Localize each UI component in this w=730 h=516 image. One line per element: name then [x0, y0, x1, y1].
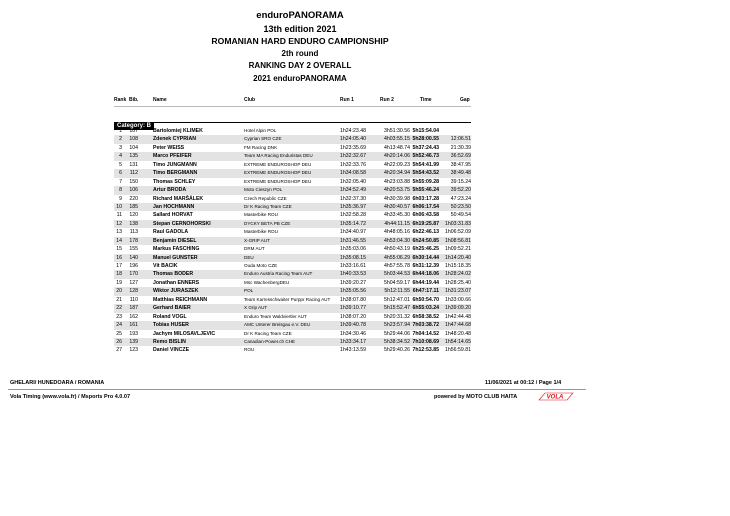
cell-time: 6h31:12.39	[412, 263, 439, 269]
cell-name: Thomas SCHLEY	[153, 178, 196, 185]
cell-time: 5h55:46.24	[412, 187, 439, 194]
cell-run2: 4h30:39.98	[384, 195, 410, 202]
cell-run2: 4h57:55.78	[384, 263, 410, 269]
cell-bib: 106	[129, 187, 138, 194]
cell-gap: 1h08:56.81	[445, 237, 471, 244]
table-row	[114, 338, 471, 346]
cell-rank: 16	[116, 254, 122, 261]
cell-rank: 5	[119, 161, 122, 168]
cell-rank: 22	[116, 305, 122, 312]
cell-run1: 1h35:36.97	[340, 203, 366, 210]
cell-bib: 108	[129, 136, 138, 143]
col-bib-header: Bib.	[129, 97, 139, 103]
cell-run2: 4h20:53.75	[384, 187, 410, 194]
cell-club: EXTREME ENDUROSHOP DEU	[244, 178, 312, 184]
cell-bib: 107	[129, 128, 138, 134]
table-row	[114, 321, 471, 329]
cell-bib: 131	[129, 161, 138, 168]
cell-name: Marco PFEIFER	[153, 153, 192, 160]
cell-time: 7h12:53.85	[412, 347, 439, 354]
cell-run2: 4h13:48.74	[384, 144, 410, 151]
cell-rank: 12	[116, 220, 122, 227]
col-run2-header: Run 2	[380, 97, 394, 103]
championship-line: ROMANIAN HARD ENDURO CAMPIONSHIP	[211, 36, 389, 46]
cell-run1: 1h40:33.53	[340, 271, 366, 278]
table-row	[114, 330, 471, 338]
cell-run1: 1h32:37.30	[340, 195, 366, 202]
cell-run2: 5h12:47.01	[384, 296, 410, 303]
cell-run2: 4h22:09.23	[384, 161, 410, 168]
category-banner	[114, 114, 471, 129]
cell-time: 6h22:46.13	[412, 229, 439, 236]
results-table	[114, 127, 471, 355]
cell-name: Richard MARŠÁLEK	[153, 195, 204, 202]
cell-bib: 139	[129, 338, 138, 345]
cell-gap: 21:30.39	[450, 144, 471, 151]
cell-time: 6h47:17.11	[412, 288, 439, 295]
cell-time: 7h04:14.52	[412, 330, 439, 337]
cell-run1: 1h34:30.46	[340, 330, 366, 337]
cell-run1: 1h32:58.28	[340, 212, 366, 219]
cell-rank: 2	[119, 136, 122, 143]
cell-gap: 1h28:25.40	[445, 279, 471, 286]
cell-name: Jonathan ENNERS	[153, 279, 200, 286]
table-row	[114, 245, 471, 253]
cell-run1: 1h32:05.40	[340, 178, 366, 185]
cell-name: Artur BRODA	[153, 187, 187, 194]
cell-name: Daniel VINCZE	[153, 347, 190, 354]
footer-software: Vola Timing (www.vola.fr) / Msports Pro 4.0.07	[10, 394, 131, 400]
vola-logo-text: VOLA	[546, 394, 564, 401]
table-header	[114, 97, 471, 106]
cell-gap: 50:23.50	[450, 203, 471, 210]
cell-time: 6h06:17.54	[412, 203, 439, 210]
cell-name: Gerhard BAIER	[153, 305, 191, 312]
cell-gap: 39:15.24	[450, 178, 471, 185]
table-row	[114, 195, 471, 203]
cell-run1: 1h34:08.58	[340, 170, 366, 177]
cell-gap: 1h33:00.66	[445, 296, 471, 303]
cell-time: 5h52:46.73	[412, 153, 439, 160]
table-row	[114, 211, 471, 219]
table-row	[114, 254, 471, 262]
footer-date-page: 11/06/2021 at 00:12 / Page 1/4	[485, 380, 562, 386]
cell-name: Zdenek CYPRIAN	[153, 136, 196, 143]
table-row	[114, 304, 471, 312]
cell-run1: 1h39:40.78	[340, 322, 366, 329]
cell-rank: 1	[119, 128, 122, 134]
footer-powered-by: powered by MOTO CLUB HAITA	[434, 394, 518, 400]
header-divider	[114, 106, 471, 107]
table-row	[114, 228, 471, 236]
cell-bib: 187	[129, 305, 138, 312]
cell-club: AMC Unterer Breisgau e.V. DEU	[244, 322, 311, 328]
cell-rank: 17	[116, 263, 122, 269]
cell-time: 5h54:43.52	[412, 170, 439, 177]
cell-name: Matthias REICHMANN	[153, 296, 208, 303]
cell-run1: 1h24:05.40	[340, 136, 366, 143]
cell-club: Dr K Racing Team CZE	[244, 330, 292, 336]
footer-divider	[8, 389, 586, 390]
cell-run2: 5h03:44.53	[384, 271, 410, 278]
cell-run2: 5h29:40.26	[384, 347, 410, 354]
cell-name: Bartolomiej KLIMEK	[153, 128, 203, 134]
cell-time: 6h44:18.06	[412, 271, 439, 278]
table-row	[114, 135, 471, 143]
table-row	[114, 152, 471, 160]
cell-club: Masterbike ROU	[244, 229, 278, 235]
cell-run1: 1h38:07.80	[340, 296, 366, 303]
cell-gap: 1h15:18.35	[445, 263, 471, 269]
table-row	[114, 346, 471, 354]
cell-bib: 140	[129, 254, 138, 261]
cell-run2: 5h20:31.32	[384, 313, 410, 320]
cell-run1: 1h35:14.72	[340, 220, 366, 227]
edition-line: 13th edition 2021	[263, 23, 337, 34]
col-time-header: Time	[420, 97, 432, 103]
cell-club: Msc WachenbergDEU	[244, 279, 290, 285]
cell-gap: 1h47:44.68	[445, 322, 471, 329]
cell-run2: 4h23:03.88	[384, 178, 410, 185]
cell-bib: 127	[129, 279, 138, 286]
cell-time: 6h44:19.44	[412, 279, 439, 286]
cell-bib: 185	[129, 203, 138, 210]
cell-gap: 1h06:52.09	[445, 229, 471, 236]
cell-bib: 138	[129, 220, 138, 227]
table-row	[114, 127, 471, 135]
cell-rank: 20	[116, 288, 122, 295]
event-line: 2021 enduroPANORAMA	[253, 73, 347, 83]
cell-rank: 24	[116, 322, 122, 329]
cell-bib: 104	[129, 144, 138, 151]
cell-bib: 135	[129, 153, 138, 160]
round-line: 2th round	[281, 48, 319, 58]
cell-club: Canadian-Power.ch CHE	[244, 338, 296, 344]
cell-gap: 1h42:44.48	[445, 313, 471, 320]
cell-club: X Grip AUT	[244, 305, 268, 311]
table-row	[114, 186, 471, 194]
cell-time: 6h58:38.52	[412, 313, 439, 320]
cell-name: Stepan CERNOHORSKI	[153, 220, 211, 227]
cell-bib: 178	[129, 237, 138, 244]
cell-rank: 19	[116, 279, 122, 286]
category-label: Category: B	[114, 122, 154, 130]
cell-bib: 123	[129, 347, 138, 354]
cell-run1: 1h39:10.77	[340, 305, 366, 312]
table-row	[114, 296, 471, 304]
cell-run2: 3h51:30.56	[384, 128, 410, 134]
cell-run2: 5h15:52.47	[384, 305, 410, 312]
cell-club: X-GRIP AUT	[244, 237, 270, 243]
ranking-line: RANKING DAY 2 OVERALL	[248, 61, 352, 70]
cell-bib: 193	[129, 330, 138, 337]
vola-logo-icon	[538, 392, 574, 401]
cell-rank: 27	[116, 347, 122, 354]
table-row	[114, 237, 471, 245]
cell-run1: 1h34:52.49	[340, 187, 366, 194]
cell-club: Masterbike ROU	[244, 212, 278, 218]
cell-run1: 1h32:32.67	[340, 153, 366, 160]
cell-gap: 38:49.48	[450, 170, 471, 177]
col-club-header: Club	[244, 97, 256, 103]
cell-bib: 162	[129, 313, 138, 320]
cell-time: 5h54:41.99	[412, 161, 439, 168]
cell-club: Ouda Moto CZE	[244, 263, 278, 268]
cell-name: Roland VOGL	[153, 313, 187, 320]
cell-gap: 39:52.20	[450, 187, 471, 194]
cell-club: EXTREME ENDUROSHOP DEU	[244, 161, 312, 167]
cell-gap: 50:49.54	[450, 212, 471, 219]
cell-club: Czech Republic CZE	[244, 195, 287, 201]
cell-rank: 13	[116, 229, 122, 236]
cell-name: Remo BISLIN	[153, 338, 186, 345]
col-rank-header: Rank	[114, 97, 127, 103]
cell-bib: 110	[129, 296, 138, 303]
cell-name: Jan HOCHMANN	[153, 203, 195, 210]
cell-club: Moto Cieszyn POL	[244, 187, 283, 193]
cell-name: Wiktor JURASZEK	[153, 288, 199, 295]
cell-run2: 5h23:57.94	[384, 322, 410, 329]
cell-time: 6h19:25.87	[412, 220, 439, 227]
cell-rank: 3	[119, 144, 122, 151]
cell-rank: 6	[119, 170, 122, 177]
cell-rank: 4	[119, 153, 122, 160]
table-row	[114, 270, 471, 278]
cell-bib: 150	[129, 178, 138, 185]
cell-rank: 25	[116, 330, 122, 337]
cell-rank: 11	[116, 212, 122, 219]
cell-bib: 113	[129, 229, 138, 236]
cell-bib: 170	[129, 271, 138, 278]
table-row	[114, 203, 471, 211]
cell-gap: 1h54:14.65	[445, 338, 471, 345]
cell-gap: 1h48:20.48	[445, 330, 471, 337]
cell-time: 5h28:00.55	[412, 136, 439, 143]
cell-gap: 1h14:20.40	[445, 254, 471, 261]
cell-run2: 4h33:45.30	[384, 212, 410, 219]
cell-run2: 4h20:34.94	[384, 170, 410, 177]
cell-run1: 1h33:16.61	[340, 263, 366, 269]
cell-time: 7h03:38.72	[412, 322, 439, 329]
cell-club: Team Karresschwaiter Purppr Racing AUT	[244, 296, 331, 302]
cell-name: Benjamin DIESEL	[153, 237, 197, 244]
cell-time: 5h37:24.43	[412, 144, 439, 151]
table-row	[114, 169, 471, 177]
cell-gap: 38:47.95	[450, 161, 471, 168]
cell-bib: 220	[129, 195, 138, 202]
cell-run2: 5h38:34.52	[384, 338, 410, 345]
cell-gap: 1h39:09.20	[445, 305, 471, 312]
cell-run2: 4h53:04.30	[384, 237, 410, 244]
cell-name: Sallard HORVAT	[153, 212, 193, 219]
cell-rank: 23	[116, 313, 122, 320]
cell-bib: 112	[129, 170, 138, 177]
cell-run2: 5h04:59.17	[384, 279, 410, 286]
cell-name: Manuel GUNSTER	[153, 254, 198, 261]
cell-run1: 1h34:40.97	[340, 229, 366, 236]
cell-time: 6h25:46.25	[412, 246, 439, 253]
cell-gap: 1h03:31.83	[445, 220, 471, 227]
cell-run2: 5h29:44.06	[384, 330, 410, 337]
cell-time: 6h50:54.70	[412, 296, 439, 303]
cell-rank: 15	[116, 246, 122, 253]
table-row	[114, 220, 471, 228]
cell-name: Markus FASCHING	[153, 246, 200, 253]
col-run1-header: Run 1	[340, 97, 354, 103]
cell-run2: 4h50:43.19	[384, 246, 410, 253]
col-name-header: Name	[153, 97, 167, 103]
table-row	[114, 287, 471, 295]
cell-gap: 1h09:52.21	[445, 246, 471, 253]
cell-club: POL	[244, 288, 254, 294]
cell-time: 7h10:08.69	[412, 338, 439, 345]
table-row	[114, 178, 471, 186]
cell-time: 5h55:09.28	[412, 178, 439, 185]
cell-rank: 7	[119, 178, 122, 185]
cell-name: Vít BACIK	[153, 263, 178, 269]
cell-gap: 1h56:59.81	[445, 347, 471, 354]
cell-club: DYCKY BETA PB CZE	[244, 220, 291, 226]
cell-gap: 47:23.24	[450, 195, 471, 202]
cell-name: Timo JUNGMANN	[153, 161, 197, 168]
cell-run1: 1h43:13.59	[340, 347, 366, 354]
cell-rank: 21	[116, 296, 122, 303]
cell-club: Hotel Alpin POL	[244, 128, 277, 133]
cell-run1: 1h24:23.48	[340, 128, 366, 134]
cell-time: 5h15:54.04	[412, 128, 439, 134]
cell-time: 6h30:14.44	[412, 254, 439, 261]
cell-name: Tobias HUSER	[153, 322, 189, 329]
cell-name: Peter WEISS	[153, 144, 185, 151]
cell-name: Thomas BODER	[153, 271, 194, 278]
cell-bib: 120	[129, 212, 138, 219]
cell-name: Timo BERGMANN	[153, 170, 198, 177]
cell-run2: 4h30:40.57	[384, 203, 410, 210]
cell-club: FM Racing DNK	[244, 144, 278, 150]
cell-gap: 12:06.51	[450, 136, 471, 143]
cell-rank: 10	[116, 203, 122, 210]
cell-club: Enduro Austria Racing Team AUT	[244, 271, 313, 277]
footer-location: GHELARI/ HUNEDOARA / ROMANIA	[10, 380, 105, 386]
cell-name: Raul GADOLA	[153, 229, 189, 236]
cell-rank: 26	[116, 338, 122, 345]
cell-club: Enduro Team Waldviertler AUT	[244, 313, 307, 319]
cell-bib: 161	[129, 322, 138, 329]
cell-run2: 5h12:11.55	[384, 288, 410, 295]
cell-run1: 1h39:20.27	[340, 279, 366, 286]
cell-time: 6h06:43.58	[412, 212, 439, 219]
table-row	[114, 161, 471, 169]
table-row	[114, 144, 471, 152]
cell-bib: 155	[129, 246, 138, 253]
cell-club: DRM AUT	[244, 246, 265, 252]
cell-rank: 9	[119, 195, 122, 202]
cell-club: ROU	[244, 347, 255, 353]
cell-run2: 4h55:06.29	[384, 254, 410, 261]
cell-time: 6h03:17.28	[412, 195, 439, 202]
cell-club: DEU	[244, 254, 254, 260]
cell-run1: 1h35:05.56	[340, 288, 366, 295]
cell-club: EXTREME ENDUROSHOP DEU	[244, 170, 312, 176]
cell-run2: 4h48:05.16	[384, 229, 410, 236]
cell-club: Dr K Racing Team CZE	[244, 203, 292, 209]
cell-gap: 1h28:24.02	[445, 271, 471, 278]
cell-run1: 1h35:08.15	[340, 254, 366, 261]
cell-rank: 18	[116, 271, 122, 278]
cell-rank: 14	[116, 237, 122, 244]
cell-gap: 36:52.69	[450, 153, 471, 160]
cell-club: Cyprian SRO CZE	[244, 136, 282, 142]
cell-bib: 128	[129, 288, 138, 295]
table-row	[114, 313, 471, 321]
event-brand-title: enduroPANORAMA	[256, 10, 344, 21]
cell-run2: 4h44:11.15	[384, 220, 410, 227]
cell-run1: 1h35:03.06	[340, 246, 366, 253]
cell-run1: 1h32:33.76	[340, 161, 366, 168]
table-row	[114, 262, 471, 270]
col-gap-header: Gap	[460, 97, 470, 103]
cell-club: Team MA Racing Enduristas DEU	[244, 153, 313, 159]
cell-rank: 8	[119, 187, 122, 194]
cell-run2: 4h20:14.06	[384, 153, 410, 160]
cell-gap: 1h31:23.07	[445, 288, 471, 295]
cell-run1: 1h31:46.55	[340, 237, 366, 244]
table-row	[114, 279, 471, 287]
cell-run2: 4h03:55.15	[384, 136, 410, 143]
cell-time: 6h24:50.85	[412, 237, 439, 244]
cell-run1: 1h38:07.20	[340, 313, 366, 320]
cell-name: Jachym MILOSAVLJEVIC	[153, 330, 216, 337]
cell-run1: 1h23:35.69	[340, 144, 366, 151]
document-title-block	[0, 10, 600, 85]
cell-run1: 1h33:34.17	[340, 338, 366, 345]
cell-bib: 196	[129, 263, 138, 269]
cell-time: 6h55:03.24	[412, 305, 439, 312]
